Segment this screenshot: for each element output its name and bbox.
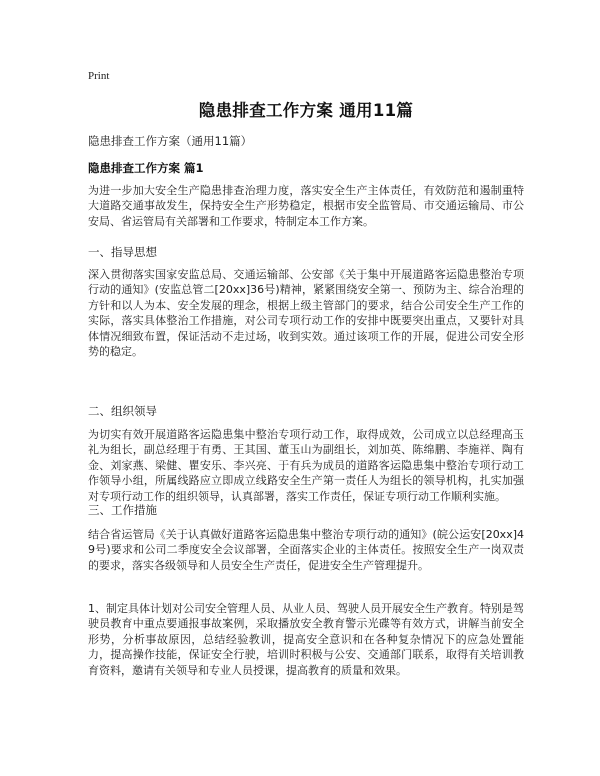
- intro-paragraph: 为进一步加大安全生产隐患排查治理力度，落实安全生产主体责任，有效防范和遏制重特大道路交通事故发生，保持安全生产形势稳定，根据市安全监管局、市交通运输局、市公安局、省运管局有关部署和工作要求，特制定本工作方案。: [88, 184, 524, 228]
- print-label[interactable]: Print: [88, 70, 110, 82]
- paragraph-guiding-thought: 深入贯彻落实国家安监总局、交通运输部、公安部《关于集中开展道路客运隐患整治专项行动的通知》(安监总管二[20xx]36号)精神，紧紧围绕安全第一、预防为主、综合治理的方针和以人为本、安全发展的理念，根据上级主管部门的要求，结合公司安全生产工作的实际，落实具体整治工作措施，对公司专项行动工作的安排中既要突出重点，又要针对具体情况细致布置，保证活动不走过场，收到实效。通过该项工作的开展，促进公司安全形势的稳定。: [88, 268, 524, 359]
- heading-organization: 二、组织领导: [88, 404, 157, 418]
- document-title: 隐患排查工作方案 通用11篇: [198, 101, 414, 120]
- paragraph-organization: 为切实有效开展道路客运隐患集中整治专项行动工作，取得成效，公司成立以总经理高玉礼为组长，副总经理于有勇、王其国、董玉山为副组长，刘加英、陈绵鹏、李施祥、陶有金、刘家燕、梁健、瞿安乐、李兴亮、于有兵为成员的道路客运隐患集中整治专项行动工作领导小组，所属线路应立即成立线路安全生产第一责任人为组长的领导机构，扎实加强对专项行动工作的组织领导，认真部署，落实工作责任，保证专项行动工作顺利实施。: [88, 428, 524, 503]
- heading-guiding-thought: 一、指导思想: [88, 245, 157, 259]
- document-subtitle: 隐患排查工作方案（通用11篇）: [88, 134, 253, 148]
- heading-measures: 三、工作措施: [88, 503, 157, 517]
- paragraph-measures: 结合省运管局《关于认真做好道路客运隐患集中整治专项行动的通知》(皖公运安[20xx]49号)要求和公司二季度安全会议部署，全面落实企业的主体责任。按照安全生产一岗双责的要求，落实各级领导和人员安全生产责任，促进安全生产管理提升。: [88, 528, 524, 572]
- paragraph-measure-1: 1、制定具体计划对公司安全管理人员、从业人员、驾驶人员开展安全生产教育。特别是驾驶员教育中重点要通报事故案例，采取播放安全教育警示光碟等有效方式，讲解当前安全形势，分析事故原因，总结经验教训，提高安全意识和在各种复杂情况下的应急处置能力，提高操作技能，保证安全行驶，培训时积极与公安、交通部门联系，取得有关培训教育资料，邀请有关领导和专业人员授课，提高教育的质量和效果。: [88, 602, 524, 677]
- section-heading: 隐患排查工作方案 篇1: [88, 161, 204, 175]
